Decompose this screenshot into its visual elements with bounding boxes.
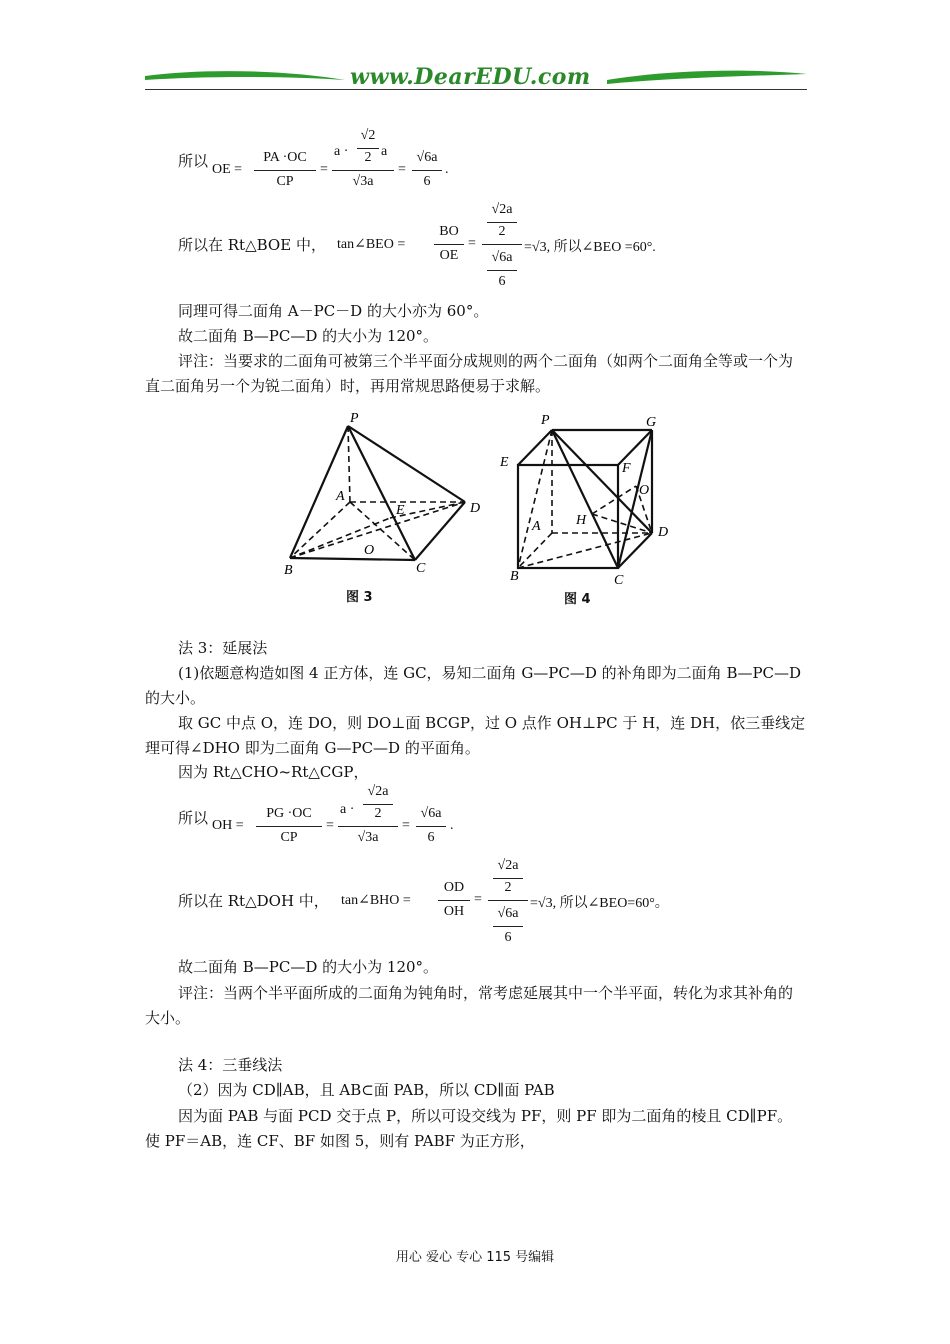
- fig4-label-h: H: [576, 513, 587, 528]
- eq2-eq: =: [468, 236, 476, 251]
- fig4-label-e: E: [500, 455, 509, 470]
- eq1-lhs: OE =: [212, 162, 243, 177]
- eq2-den1: OE: [439, 248, 459, 263]
- eq1-den1: CP: [276, 174, 294, 189]
- method-4-p2: 因为面 PAB 与面 PCD 交于点 P，所以可设交线为 PF，则 PF 即为二面角的棱且 CD∥PF。使 PF＝AB，连 CF、BF 如图 5，则有 PABF 为正方形，: [145, 1107, 793, 1150]
- fig3-label-d: D: [470, 501, 481, 516]
- eq4-num1: OD: [443, 880, 465, 895]
- fig3-caption: 图 3: [346, 590, 373, 605]
- eq1-eq: =: [320, 162, 328, 177]
- eq3-end: .: [450, 818, 454, 833]
- fig4-label-p: P: [541, 413, 550, 428]
- fig4-caption: 图 4: [564, 592, 591, 607]
- eq1-lead: 所以: [178, 152, 209, 170]
- eq3-inner-bar: [363, 804, 393, 805]
- method-3-p3: 因为 Rt△CHO~Rt△CGP，: [178, 763, 369, 781]
- fig4-label-b: B: [510, 569, 519, 584]
- eq3-den3: 6: [427, 830, 435, 845]
- fig3-label-b: B: [284, 563, 293, 578]
- eq1-bar3: [412, 170, 442, 171]
- header-rule: [145, 89, 807, 90]
- eq4-eq: =: [474, 892, 482, 907]
- eq3-bar3: [416, 826, 446, 827]
- method-4-title: 法 4：三垂线法: [178, 1056, 283, 1074]
- eq1-end: .: [445, 162, 449, 177]
- fig3-label-o: O: [364, 543, 375, 558]
- eq3-bar2: [338, 826, 398, 827]
- header-logo: www.DearEDU.com: [350, 64, 591, 90]
- eq1-sqrt2: √2: [360, 128, 376, 143]
- eq3-eq2: =: [402, 818, 410, 833]
- header-swoosh-right: [607, 68, 807, 86]
- eq4-lead: 所以在 Rt△DOH 中，: [178, 892, 329, 910]
- eq2-d-top: √6a: [491, 250, 513, 265]
- text-result-120: 故二面角 B—PC—D 的大小为 120°。: [178, 327, 439, 345]
- eq4-d-bot: 6: [504, 930, 512, 945]
- fig3-label-p: P: [350, 411, 359, 426]
- method-3-p2: 取 GC 中点 O，连 DO，则 DO⊥面 BCGP，过 O 点作 OH⊥PC 于 H，连 DH，依三垂线定理可得∠DHO 即为二面角 G—PC—D 的平面角。: [145, 714, 806, 757]
- fig4-label-a: A: [532, 519, 541, 534]
- method-3-p1: (1)依题意构造如图 4 正方体，连 GC，易知二面角 G—PC—D 的补角即为二面角 B—PC—D 的大小。: [145, 664, 802, 707]
- eq3-den2: √3a: [357, 830, 379, 845]
- eq4-tan: tan∠BHO =: [341, 893, 411, 908]
- eq2-n-bot: 2: [498, 224, 506, 239]
- eq2-bar1: [434, 244, 464, 245]
- eq1-a-dot: a ·: [334, 144, 349, 159]
- eq3-eq: =: [326, 818, 334, 833]
- eq1-inner-bar: [357, 148, 379, 149]
- eq2-num1: BO: [439, 224, 459, 239]
- eq4-d-top: √6a: [497, 906, 519, 921]
- eq2-lead: 所以在 Rt△BOE 中，: [178, 236, 326, 254]
- eq2-tan: tan∠BEO =: [337, 237, 406, 252]
- figure-3: [280, 408, 490, 608]
- eq2-result: =√3, 所以∠BEO =60°.: [524, 240, 656, 255]
- eq3-sqrt2a: √2a: [367, 784, 389, 799]
- figure-4: [496, 408, 676, 608]
- page-header: [145, 62, 807, 92]
- eq1-num1: PA ·OC: [263, 150, 307, 165]
- header-swoosh-left: [145, 68, 345, 86]
- method-3-comment: 评注：当两个半平面所成的二面角为钝角时，常考虑延展其中一个半平面，转化为求其补角的大小。: [145, 984, 794, 1027]
- eq4-nbar: [493, 878, 523, 879]
- eq4-bar1: [438, 900, 470, 901]
- eq3-lead: 所以: [178, 809, 209, 827]
- eq3-two: 2: [374, 806, 382, 821]
- eq3-lhs: OH =: [212, 818, 244, 833]
- eq1-bar1: [254, 170, 316, 171]
- fig4-label-d: D: [658, 525, 669, 540]
- eq4-main-bar: [488, 900, 528, 901]
- eq4-den1: OH: [443, 904, 465, 919]
- text-comment-1: 评注：当要求的二面角可被第三个半平面分成规则的两个二面角（如两个二面角全等或一个为直二面角另一个为锐二面角）时，再用常规思路便易于求解。: [145, 352, 794, 395]
- eq2-d-bot: 6: [498, 274, 506, 289]
- method-3-result: 故二面角 B—PC—D 的大小为 120°。: [178, 958, 439, 976]
- text-same-dihedral: 同理可得二面角 A－PC－D 的大小亦为 60°。: [178, 302, 489, 320]
- fig4-label-c: C: [614, 573, 624, 588]
- eq4-result: =√3, 所以∠BEO=60°。: [530, 896, 669, 911]
- fig4-label-g: G: [646, 415, 657, 430]
- eq1-two: 2: [364, 150, 372, 165]
- eq1-den2: √3a: [352, 174, 374, 189]
- fig3-label-e: E: [396, 503, 405, 518]
- fig3-label-c: C: [416, 561, 426, 576]
- eq1-num3: √6a: [416, 150, 438, 165]
- eq3-num1: PG ·OC: [266, 806, 312, 821]
- fig4-label-f: F: [622, 461, 631, 476]
- eq3-a-dot: a ·: [340, 802, 355, 817]
- method-3-title: 法 3：延展法: [178, 639, 268, 657]
- eq3-den1: CP: [280, 830, 298, 845]
- eq1-eq2: =: [398, 162, 406, 177]
- eq3-bar1: [256, 826, 322, 827]
- fig4-label-o: O: [639, 483, 650, 498]
- figure-3-diagram: [280, 408, 490, 583]
- eq4-dbar: [493, 926, 523, 927]
- method-4-p1: （2）因为 CD∥AB，且 AB⊂面 PAB，所以 CD∥面 PAB: [178, 1081, 555, 1099]
- page-footer: 用心 爱心 专心 115 号编辑: [395, 1250, 555, 1265]
- eq1-a: a: [381, 144, 388, 159]
- eq2-main-bar: [482, 244, 522, 245]
- eq1-bar2: [332, 170, 394, 171]
- eq4-n-top: √2a: [497, 858, 519, 873]
- eq2-nbar: [487, 222, 517, 223]
- eq1-den3: 6: [423, 174, 431, 189]
- eq3-num3: √6a: [420, 806, 442, 821]
- eq4-n-bot: 2: [504, 880, 512, 895]
- eq2-dbar: [487, 270, 517, 271]
- fig3-label-a: A: [336, 489, 345, 504]
- eq2-n-top: √2a: [491, 202, 513, 217]
- figure-4-diagram: [496, 408, 676, 588]
